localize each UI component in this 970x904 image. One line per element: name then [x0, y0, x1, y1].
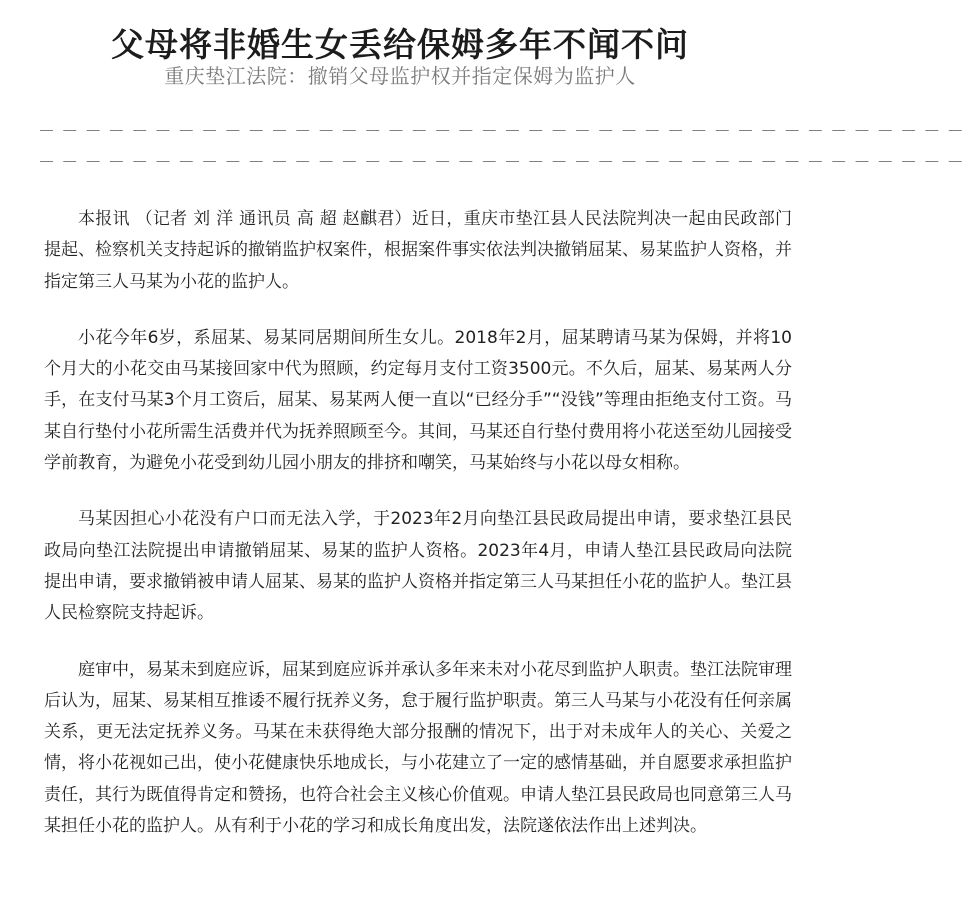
- dashed-divider-line: －－－－－－－－－－－－－－－－－－－－－－－－－－－－－－－－－－－－－－－－: [38, 153, 970, 173]
- dashed-divider-line: －－－－－－－－－－－－－－－－－－－－－－－－－－－－－－－－－－－－－－－－: [38, 122, 970, 142]
- subheadline: 重庆垫江法院：撤销父母监护权并指定保姆为监护人: [164, 64, 636, 88]
- article-paragraph: 庭审中，易某未到庭应诉，屈某到庭应诉并承认多年来未对小花尽到监护人职责。垫江法院审理后认为，屈某、易某相互推诿不履行抚养义务，怠于履行监护职责。第三人马某与小花没有任何亲属关系，更无法定抚养义务。马某在未获得绝大部分报酬的情况下，出于对未成年人的关心、关爱之情，将小花视如己出，使小花健康快乐地成长，与小花建立了一定的感情基础，并自愿要求承担监护责任，其行为既值得肯定和赞扬，也符合社会主义核心价值观。申请人垫江县民政局也同意第三人马某担任小花的监护人。从有利于小花的学习和成长角度出发，法院遂依法作出上述判决。: [44, 659, 792, 837]
- article-body: [44, 204, 792, 867]
- article-paragraph: 马某因担心小花没有户口而无法入学，于2023年2月向垫江县民政局提出申请，要求垫江县民政局向垫江法院提出申请撤销屈某、易某的监护人资格。2023年4月，申请人垫江县民政局向法院提出申请，要求撤销被申请人屈某、易某的监护人资格并指定第三人马某担任小花的监护人。垫江县人民检察院支持起诉。: [44, 509, 792, 624]
- headline: 父母将非婚生女丢给保姆多年不闻不问: [111, 25, 689, 65]
- article-paragraph: 本报讯 （记者 刘 洋 通讯员 高 超 赵麒君）近日，重庆市垫江县人民法院判决一起由民政部门提起、检察机关支持起诉的撤销监护权案件，根据案件事实依法判决撤销屈某、易某监护人资格，并指定第三人马某为小花的监护人。: [44, 209, 792, 292]
- article-paragraph: 小花今年6岁，系屈某、易某同居期间所生女儿。2018年2月，屈某聘请马某为保姆，并将10个月大的小花交由马某接回家中代为照顾，约定每月支付工资3500元。不久后，屈某、易某两人分手，在支付马某3个月工资后，屈某、易某两人便一直以“已经分手”“没钱”等理由拒绝支付工资。马某自行垫付小花所需生活费并代为抚养照顾至今。其间，马某还自行垫付费用将小花送至幼儿园接受学前教育，为避免小花受到幼儿园小朋友的排挤和嘲笑，马某始终与小花以母女相称。: [44, 327, 792, 474]
